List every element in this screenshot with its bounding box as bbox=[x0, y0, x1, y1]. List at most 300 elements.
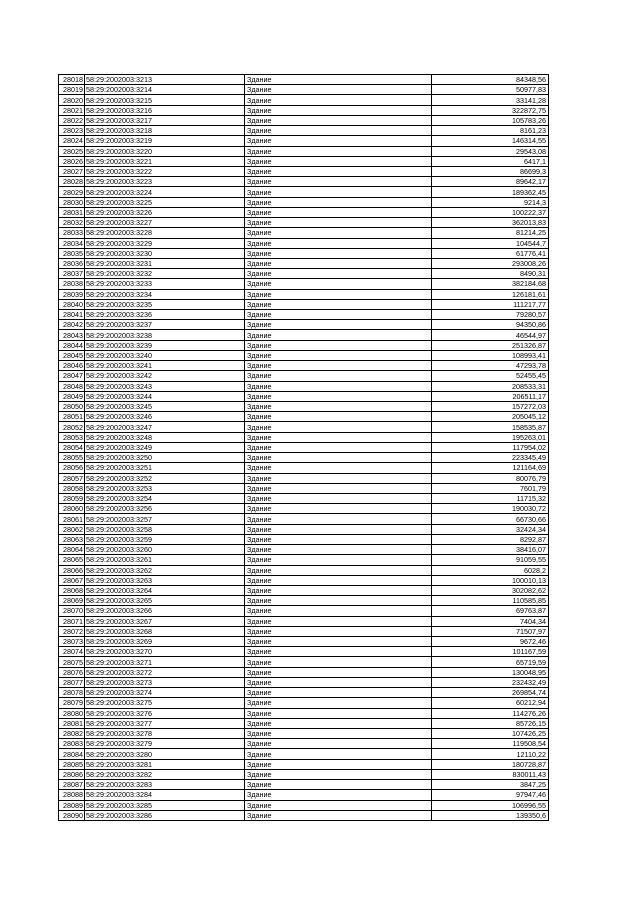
table-row bbox=[59, 647, 549, 657]
cadastral-number-cell: 58:29:2002003:3262 bbox=[85, 565, 245, 575]
object-type-cell: Здание bbox=[245, 545, 432, 555]
row-number-cell: 28031 bbox=[59, 207, 85, 217]
cadastral-value-cell: 108993,41 bbox=[432, 350, 549, 360]
row-number-cell: 28054 bbox=[59, 442, 85, 452]
cadastral-number-cell: 58:29:2002003:3261 bbox=[85, 555, 245, 565]
object-type-cell: Здание bbox=[245, 739, 432, 749]
cadastral-value-cell: 251326,87 bbox=[432, 340, 549, 350]
table-row bbox=[59, 637, 549, 647]
row-number-cell: 28045 bbox=[59, 350, 85, 360]
object-type-cell: Здание bbox=[245, 361, 432, 371]
cadastral-value-cell: 302082,62 bbox=[432, 585, 549, 595]
row-number-cell: 28032 bbox=[59, 218, 85, 228]
row-number-cell: 28030 bbox=[59, 197, 85, 207]
row-number-cell: 28071 bbox=[59, 616, 85, 626]
object-type-cell: Здание bbox=[245, 800, 432, 810]
row-number-cell: 28078 bbox=[59, 688, 85, 698]
row-number-cell: 28079 bbox=[59, 698, 85, 708]
cadastral-value-cell: 80076,79 bbox=[432, 473, 549, 483]
row-number-cell: 28021 bbox=[59, 105, 85, 115]
row-number-cell: 28063 bbox=[59, 534, 85, 544]
table-row bbox=[59, 800, 549, 810]
object-type-cell: Здание bbox=[245, 657, 432, 667]
cadastral-number-cell: 58:29:2002003:3251 bbox=[85, 463, 245, 473]
row-number-cell: 28027 bbox=[59, 166, 85, 176]
row-number-cell: 28074 bbox=[59, 647, 85, 657]
cadastral-number-cell: 58:29:2002003:3248 bbox=[85, 432, 245, 442]
cadastral-number-cell: 58:29:2002003:3231 bbox=[85, 258, 245, 268]
cadastral-number-cell: 58:29:2002003:3259 bbox=[85, 534, 245, 544]
cadastral-number-cell: 58:29:2002003:3228 bbox=[85, 228, 245, 238]
cadastral-value-cell: 9672,46 bbox=[432, 637, 549, 647]
cadastral-number-cell: 58:29:2002003:3220 bbox=[85, 146, 245, 156]
cadastral-value-cell: 29543,08 bbox=[432, 146, 549, 156]
table-row bbox=[59, 402, 549, 412]
cadastral-number-cell: 58:29:2002003:3240 bbox=[85, 350, 245, 360]
row-number-cell: 28049 bbox=[59, 391, 85, 401]
cadastral-value-cell: 69763,87 bbox=[432, 606, 549, 616]
cadastral-value-cell: 46544,97 bbox=[432, 330, 549, 340]
cadastral-number-cell: 58:29:2002003:3263 bbox=[85, 575, 245, 585]
cadastral-number-cell: 58:29:2002003:3242 bbox=[85, 371, 245, 381]
cadastral-number-cell: 58:29:2002003:3225 bbox=[85, 197, 245, 207]
cadastral-value-cell: 71507,97 bbox=[432, 626, 549, 636]
row-number-cell: 28042 bbox=[59, 320, 85, 330]
row-number-cell: 28034 bbox=[59, 238, 85, 248]
table-row bbox=[59, 769, 549, 779]
row-number-cell: 28048 bbox=[59, 381, 85, 391]
cadastral-value-cell: 12110,22 bbox=[432, 749, 549, 759]
cadastral-value-cell: 158535,87 bbox=[432, 422, 549, 432]
row-number-cell: 28051 bbox=[59, 412, 85, 422]
row-number-cell: 28090 bbox=[59, 810, 85, 820]
row-number-cell: 28033 bbox=[59, 228, 85, 238]
cadastral-number-cell: 58:29:2002003:3227 bbox=[85, 218, 245, 228]
cadastral-number-cell: 58:29:2002003:3283 bbox=[85, 780, 245, 790]
object-type-cell: Здание bbox=[245, 483, 432, 493]
object-type-cell: Здание bbox=[245, 85, 432, 95]
object-type-cell: Здание bbox=[245, 371, 432, 381]
cadastral-value-cell: 110585,85 bbox=[432, 596, 549, 606]
object-type-cell: Здание bbox=[245, 616, 432, 626]
object-type-cell: Здание bbox=[245, 626, 432, 636]
cadastral-number-cell: 58:29:2002003:3285 bbox=[85, 800, 245, 810]
table-row bbox=[59, 729, 549, 739]
cadastral-number-cell: 58:29:2002003:3272 bbox=[85, 667, 245, 677]
object-type-cell: Здание bbox=[245, 677, 432, 687]
object-type-cell: Здание bbox=[245, 422, 432, 432]
row-number-cell: 28075 bbox=[59, 657, 85, 667]
row-number-cell: 28087 bbox=[59, 780, 85, 790]
cadastral-value-cell: 8292,87 bbox=[432, 534, 549, 544]
cadastral-value-cell: 91059,55 bbox=[432, 555, 549, 565]
table-row bbox=[59, 126, 549, 136]
row-number-cell: 28073 bbox=[59, 637, 85, 647]
table-row bbox=[59, 218, 549, 228]
cadastral-value-cell: 100010,13 bbox=[432, 575, 549, 585]
table-row bbox=[59, 616, 549, 626]
row-number-cell: 28088 bbox=[59, 790, 85, 800]
cadastral-value-cell: 6028,2 bbox=[432, 565, 549, 575]
object-type-cell: Здание bbox=[245, 279, 432, 289]
object-type-cell: Здание bbox=[245, 299, 432, 309]
cadastral-number-cell: 58:29:2002003:3246 bbox=[85, 412, 245, 422]
row-number-cell: 28029 bbox=[59, 187, 85, 197]
table-row bbox=[59, 340, 549, 350]
table-row bbox=[59, 667, 549, 677]
object-type-cell: Здание bbox=[245, 166, 432, 176]
object-type-cell: Здание bbox=[245, 708, 432, 718]
cadastral-value-cell: 100222,37 bbox=[432, 207, 549, 217]
row-number-cell: 28026 bbox=[59, 156, 85, 166]
object-type-cell: Здание bbox=[245, 269, 432, 279]
table-row bbox=[59, 493, 549, 503]
object-type-cell: Здание bbox=[245, 126, 432, 136]
table-row bbox=[59, 320, 549, 330]
row-number-cell: 28062 bbox=[59, 524, 85, 534]
table-row bbox=[59, 85, 549, 95]
cadastral-value-cell: 117954,02 bbox=[432, 442, 549, 452]
row-number-cell: 28072 bbox=[59, 626, 85, 636]
object-type-cell: Здание bbox=[245, 769, 432, 779]
cadastral-value-cell: 293008,26 bbox=[432, 258, 549, 268]
object-type-cell: Здание bbox=[245, 524, 432, 534]
table-row bbox=[59, 442, 549, 452]
table-row bbox=[59, 575, 549, 585]
row-number-cell: 28077 bbox=[59, 677, 85, 687]
cadastral-number-cell: 58:29:2002003:3268 bbox=[85, 626, 245, 636]
table-row bbox=[59, 269, 549, 279]
table-row bbox=[59, 289, 549, 299]
row-number-cell: 28070 bbox=[59, 606, 85, 616]
table-row bbox=[59, 657, 549, 667]
cadastral-number-cell: 58:29:2002003:3226 bbox=[85, 207, 245, 217]
cadastral-number-cell: 58:29:2002003:3221 bbox=[85, 156, 245, 166]
cadastral-number-cell: 58:29:2002003:3267 bbox=[85, 616, 245, 626]
object-type-cell: Здание bbox=[245, 606, 432, 616]
cadastral-number-cell: 58:29:2002003:3213 bbox=[85, 75, 245, 85]
cadastral-value-cell: 382184,68 bbox=[432, 279, 549, 289]
object-type-cell: Здание bbox=[245, 749, 432, 759]
cadastral-value-cell: 60212,94 bbox=[432, 698, 549, 708]
cadastral-value-cell: 65719,59 bbox=[432, 657, 549, 667]
table-row bbox=[59, 453, 549, 463]
table-row bbox=[59, 483, 549, 493]
object-type-cell: Здание bbox=[245, 156, 432, 166]
table-row bbox=[59, 371, 549, 381]
cadastral-value-cell: 830011,43 bbox=[432, 769, 549, 779]
table-row bbox=[59, 391, 549, 401]
table-row bbox=[59, 524, 549, 534]
object-type-cell: Здание bbox=[245, 197, 432, 207]
object-type-cell: Здание bbox=[245, 248, 432, 258]
object-type-cell: Здание bbox=[245, 790, 432, 800]
cadastral-number-cell: 58:29:2002003:3265 bbox=[85, 596, 245, 606]
object-type-cell: Здание bbox=[245, 289, 432, 299]
object-type-cell: Здание bbox=[245, 585, 432, 595]
cadastral-value-cell: 47293,78 bbox=[432, 361, 549, 371]
object-type-cell: Здание bbox=[245, 534, 432, 544]
cadastral-number-cell: 58:29:2002003:3257 bbox=[85, 514, 245, 524]
object-type-cell: Здание bbox=[245, 780, 432, 790]
cadastral-value-cell: 195263,01 bbox=[432, 432, 549, 442]
object-type-cell: Здание bbox=[245, 136, 432, 146]
table-row bbox=[59, 432, 549, 442]
table-row bbox=[59, 698, 549, 708]
cadastral-number-cell: 58:29:2002003:3234 bbox=[85, 289, 245, 299]
cadastral-value-cell: 11715,32 bbox=[432, 493, 549, 503]
cadastral-number-cell: 58:29:2002003:3232 bbox=[85, 269, 245, 279]
row-number-cell: 28022 bbox=[59, 115, 85, 125]
cadastral-value-cell: 33141,28 bbox=[432, 95, 549, 105]
object-type-cell: Здание bbox=[245, 453, 432, 463]
table-row bbox=[59, 238, 549, 248]
row-number-cell: 28069 bbox=[59, 596, 85, 606]
table-row bbox=[59, 248, 549, 258]
cadastral-value-cell: 7601,79 bbox=[432, 483, 549, 493]
object-type-cell: Здание bbox=[245, 350, 432, 360]
object-type-cell: Здание bbox=[245, 381, 432, 391]
row-number-cell: 28083 bbox=[59, 739, 85, 749]
table-row bbox=[59, 422, 549, 432]
table-row bbox=[59, 810, 549, 820]
object-type-cell: Здание bbox=[245, 177, 432, 187]
cadastral-number-cell: 58:29:2002003:3249 bbox=[85, 442, 245, 452]
table-row bbox=[59, 166, 549, 176]
cadastral-value-cell: 66730,66 bbox=[432, 514, 549, 524]
cadastral-value-cell: 362013,83 bbox=[432, 218, 549, 228]
table-row bbox=[59, 136, 549, 146]
cadastral-value-cell: 94350,86 bbox=[432, 320, 549, 330]
cadastral-value-cell: 97947,46 bbox=[432, 790, 549, 800]
table-row bbox=[59, 626, 549, 636]
table-row bbox=[59, 146, 549, 156]
row-number-cell: 28055 bbox=[59, 453, 85, 463]
row-number-cell: 28061 bbox=[59, 514, 85, 524]
object-type-cell: Здание bbox=[245, 146, 432, 156]
row-number-cell: 28057 bbox=[59, 473, 85, 483]
cadastral-number-cell: 58:29:2002003:3230 bbox=[85, 248, 245, 258]
cadastral-value-cell: 322872,75 bbox=[432, 105, 549, 115]
cadastral-number-cell: 58:29:2002003:3219 bbox=[85, 136, 245, 146]
row-number-cell: 28064 bbox=[59, 545, 85, 555]
cadastral-number-cell: 58:29:2002003:3245 bbox=[85, 402, 245, 412]
row-number-cell: 28065 bbox=[59, 555, 85, 565]
cadastral-value-cell: 89642,17 bbox=[432, 177, 549, 187]
row-number-cell: 28041 bbox=[59, 310, 85, 320]
row-number-cell: 28020 bbox=[59, 95, 85, 105]
table-row bbox=[59, 749, 549, 759]
table-row bbox=[59, 187, 549, 197]
cadastral-value-cell: 7404,34 bbox=[432, 616, 549, 626]
cadastral-value-cell: 232432,49 bbox=[432, 677, 549, 687]
cadastral-number-cell: 58:29:2002003:3274 bbox=[85, 688, 245, 698]
row-number-cell: 28085 bbox=[59, 759, 85, 769]
row-number-cell: 28046 bbox=[59, 361, 85, 371]
table-row bbox=[59, 534, 549, 544]
table-body bbox=[59, 75, 549, 821]
table-row bbox=[59, 555, 549, 565]
object-type-cell: Здание bbox=[245, 759, 432, 769]
cadastral-number-cell: 58:29:2002003:3241 bbox=[85, 361, 245, 371]
table-row bbox=[59, 412, 549, 422]
cadastral-value-cell: 130048,95 bbox=[432, 667, 549, 677]
table-row bbox=[59, 565, 549, 575]
object-type-cell: Здание bbox=[245, 320, 432, 330]
cadastral-number-cell: 58:29:2002003:3223 bbox=[85, 177, 245, 187]
row-number-cell: 28086 bbox=[59, 769, 85, 779]
cadastral-number-cell: 58:29:2002003:3217 bbox=[85, 115, 245, 125]
object-type-cell: Здание bbox=[245, 105, 432, 115]
object-type-cell: Здание bbox=[245, 637, 432, 647]
cadastral-number-cell: 58:29:2002003:3281 bbox=[85, 759, 245, 769]
cadastral-number-cell: 58:29:2002003:3252 bbox=[85, 473, 245, 483]
cadastral-number-cell: 58:29:2002003:3250 bbox=[85, 453, 245, 463]
cadastral-number-cell: 58:29:2002003:3256 bbox=[85, 504, 245, 514]
cadastral-number-cell: 58:29:2002003:3229 bbox=[85, 238, 245, 248]
cadastral-number-cell: 58:29:2002003:3279 bbox=[85, 739, 245, 749]
cadastral-value-cell: 8161,23 bbox=[432, 126, 549, 136]
cadastral-value-cell: 208533,31 bbox=[432, 381, 549, 391]
object-type-cell: Здание bbox=[245, 412, 432, 422]
cadastral-number-cell: 58:29:2002003:3278 bbox=[85, 729, 245, 739]
object-type-cell: Здание bbox=[245, 729, 432, 739]
cadastral-value-cell: 86699,3 bbox=[432, 166, 549, 176]
table-row bbox=[59, 115, 549, 125]
cadastral-number-cell: 58:29:2002003:3258 bbox=[85, 524, 245, 534]
cadastral-number-cell: 58:29:2002003:3216 bbox=[85, 105, 245, 115]
cadastral-value-cell: 9214,3 bbox=[432, 197, 549, 207]
cadastral-number-cell: 58:29:2002003:3222 bbox=[85, 166, 245, 176]
row-number-cell: 28081 bbox=[59, 718, 85, 728]
object-type-cell: Здание bbox=[245, 575, 432, 585]
cadastral-number-cell: 58:29:2002003:3269 bbox=[85, 637, 245, 647]
cadastral-value-cell: 104544,7 bbox=[432, 238, 549, 248]
cadastral-number-cell: 58:29:2002003:3218 bbox=[85, 126, 245, 136]
cadastral-value-cell: 139350,6 bbox=[432, 810, 549, 820]
object-type-cell: Здание bbox=[245, 228, 432, 238]
cadastral-value-cell: 85726,15 bbox=[432, 718, 549, 728]
cadastral-value-cell: 146314,55 bbox=[432, 136, 549, 146]
object-type-cell: Здание bbox=[245, 330, 432, 340]
cadastral-number-cell: 58:29:2002003:3214 bbox=[85, 85, 245, 95]
table-row bbox=[59, 688, 549, 698]
table-row bbox=[59, 258, 549, 268]
row-number-cell: 28038 bbox=[59, 279, 85, 289]
row-number-cell: 28080 bbox=[59, 708, 85, 718]
cadastral-value-cell: 52455,45 bbox=[432, 371, 549, 381]
cadastral-number-cell: 58:29:2002003:3280 bbox=[85, 749, 245, 759]
row-number-cell: 28023 bbox=[59, 126, 85, 136]
row-number-cell: 28025 bbox=[59, 146, 85, 156]
object-type-cell: Здание bbox=[245, 810, 432, 820]
cadastral-value-cell: 269854,74 bbox=[432, 688, 549, 698]
cadastral-value-cell: 105783,26 bbox=[432, 115, 549, 125]
object-type-cell: Здание bbox=[245, 187, 432, 197]
object-type-cell: Здание bbox=[245, 555, 432, 565]
cadastral-value-cell: 189362,45 bbox=[432, 187, 549, 197]
table-row bbox=[59, 105, 549, 115]
object-type-cell: Здание bbox=[245, 75, 432, 85]
cadastral-number-cell: 58:29:2002003:3235 bbox=[85, 299, 245, 309]
object-type-cell: Здание bbox=[245, 442, 432, 452]
table-row bbox=[59, 279, 549, 289]
cadastral-number-cell: 58:29:2002003:3264 bbox=[85, 585, 245, 595]
row-number-cell: 28067 bbox=[59, 575, 85, 585]
cadastral-value-cell: 101167,59 bbox=[432, 647, 549, 657]
row-number-cell: 28035 bbox=[59, 248, 85, 258]
cadastral-number-cell: 58:29:2002003:3260 bbox=[85, 545, 245, 555]
cadastral-value-cell: 111217,77 bbox=[432, 299, 549, 309]
cadastral-number-cell: 58:29:2002003:3273 bbox=[85, 677, 245, 687]
row-number-cell: 28059 bbox=[59, 493, 85, 503]
table-row bbox=[59, 361, 549, 371]
cadastral-number-cell: 58:29:2002003:3224 bbox=[85, 187, 245, 197]
cadastral-value-cell: 6417,1 bbox=[432, 156, 549, 166]
table-row bbox=[59, 75, 549, 85]
table-row bbox=[59, 596, 549, 606]
cadastral-value-table bbox=[58, 74, 549, 821]
cadastral-number-cell: 58:29:2002003:3244 bbox=[85, 391, 245, 401]
table-row bbox=[59, 310, 549, 320]
table-row bbox=[59, 545, 549, 555]
cadastral-number-cell: 58:29:2002003:3271 bbox=[85, 657, 245, 667]
cadastral-value-cell: 3847,25 bbox=[432, 780, 549, 790]
cadastral-value-cell: 119508,54 bbox=[432, 739, 549, 749]
cadastral-number-cell: 58:29:2002003:3247 bbox=[85, 422, 245, 432]
object-type-cell: Здание bbox=[245, 473, 432, 483]
object-type-cell: Здание bbox=[245, 95, 432, 105]
table-row bbox=[59, 514, 549, 524]
cadastral-value-cell: 121164,69 bbox=[432, 463, 549, 473]
row-number-cell: 28082 bbox=[59, 729, 85, 739]
object-type-cell: Здание bbox=[245, 432, 432, 442]
cadastral-number-cell: 58:29:2002003:3233 bbox=[85, 279, 245, 289]
cadastral-number-cell: 58:29:2002003:3239 bbox=[85, 340, 245, 350]
cadastral-number-cell: 58:29:2002003:3286 bbox=[85, 810, 245, 820]
object-type-cell: Здание bbox=[245, 207, 432, 217]
row-number-cell: 28084 bbox=[59, 749, 85, 759]
row-number-cell: 28050 bbox=[59, 402, 85, 412]
cadastral-number-cell: 58:29:2002003:3276 bbox=[85, 708, 245, 718]
table-row bbox=[59, 718, 549, 728]
table-row bbox=[59, 381, 549, 391]
cadastral-value-cell: 190030,72 bbox=[432, 504, 549, 514]
cadastral-value-cell: 206511,17 bbox=[432, 391, 549, 401]
object-type-cell: Здание bbox=[245, 596, 432, 606]
cadastral-value-cell: 106996,55 bbox=[432, 800, 549, 810]
table-row bbox=[59, 330, 549, 340]
object-type-cell: Здание bbox=[245, 340, 432, 350]
object-type-cell: Здание bbox=[245, 688, 432, 698]
table-row bbox=[59, 95, 549, 105]
cadastral-number-cell: 58:29:2002003:3282 bbox=[85, 769, 245, 779]
table-row bbox=[59, 463, 549, 473]
object-type-cell: Здание bbox=[245, 463, 432, 473]
table-row bbox=[59, 708, 549, 718]
object-type-cell: Здание bbox=[245, 565, 432, 575]
table-row bbox=[59, 780, 549, 790]
cadastral-number-cell: 58:29:2002003:3237 bbox=[85, 320, 245, 330]
cadastral-value-cell: 81214,25 bbox=[432, 228, 549, 238]
object-type-cell: Здание bbox=[245, 718, 432, 728]
cadastral-value-cell: 84348,56 bbox=[432, 75, 549, 85]
cadastral-value-cell: 126181,61 bbox=[432, 289, 549, 299]
row-number-cell: 28089 bbox=[59, 800, 85, 810]
row-number-cell: 28037 bbox=[59, 269, 85, 279]
table-row bbox=[59, 677, 549, 687]
object-type-cell: Здание bbox=[245, 218, 432, 228]
